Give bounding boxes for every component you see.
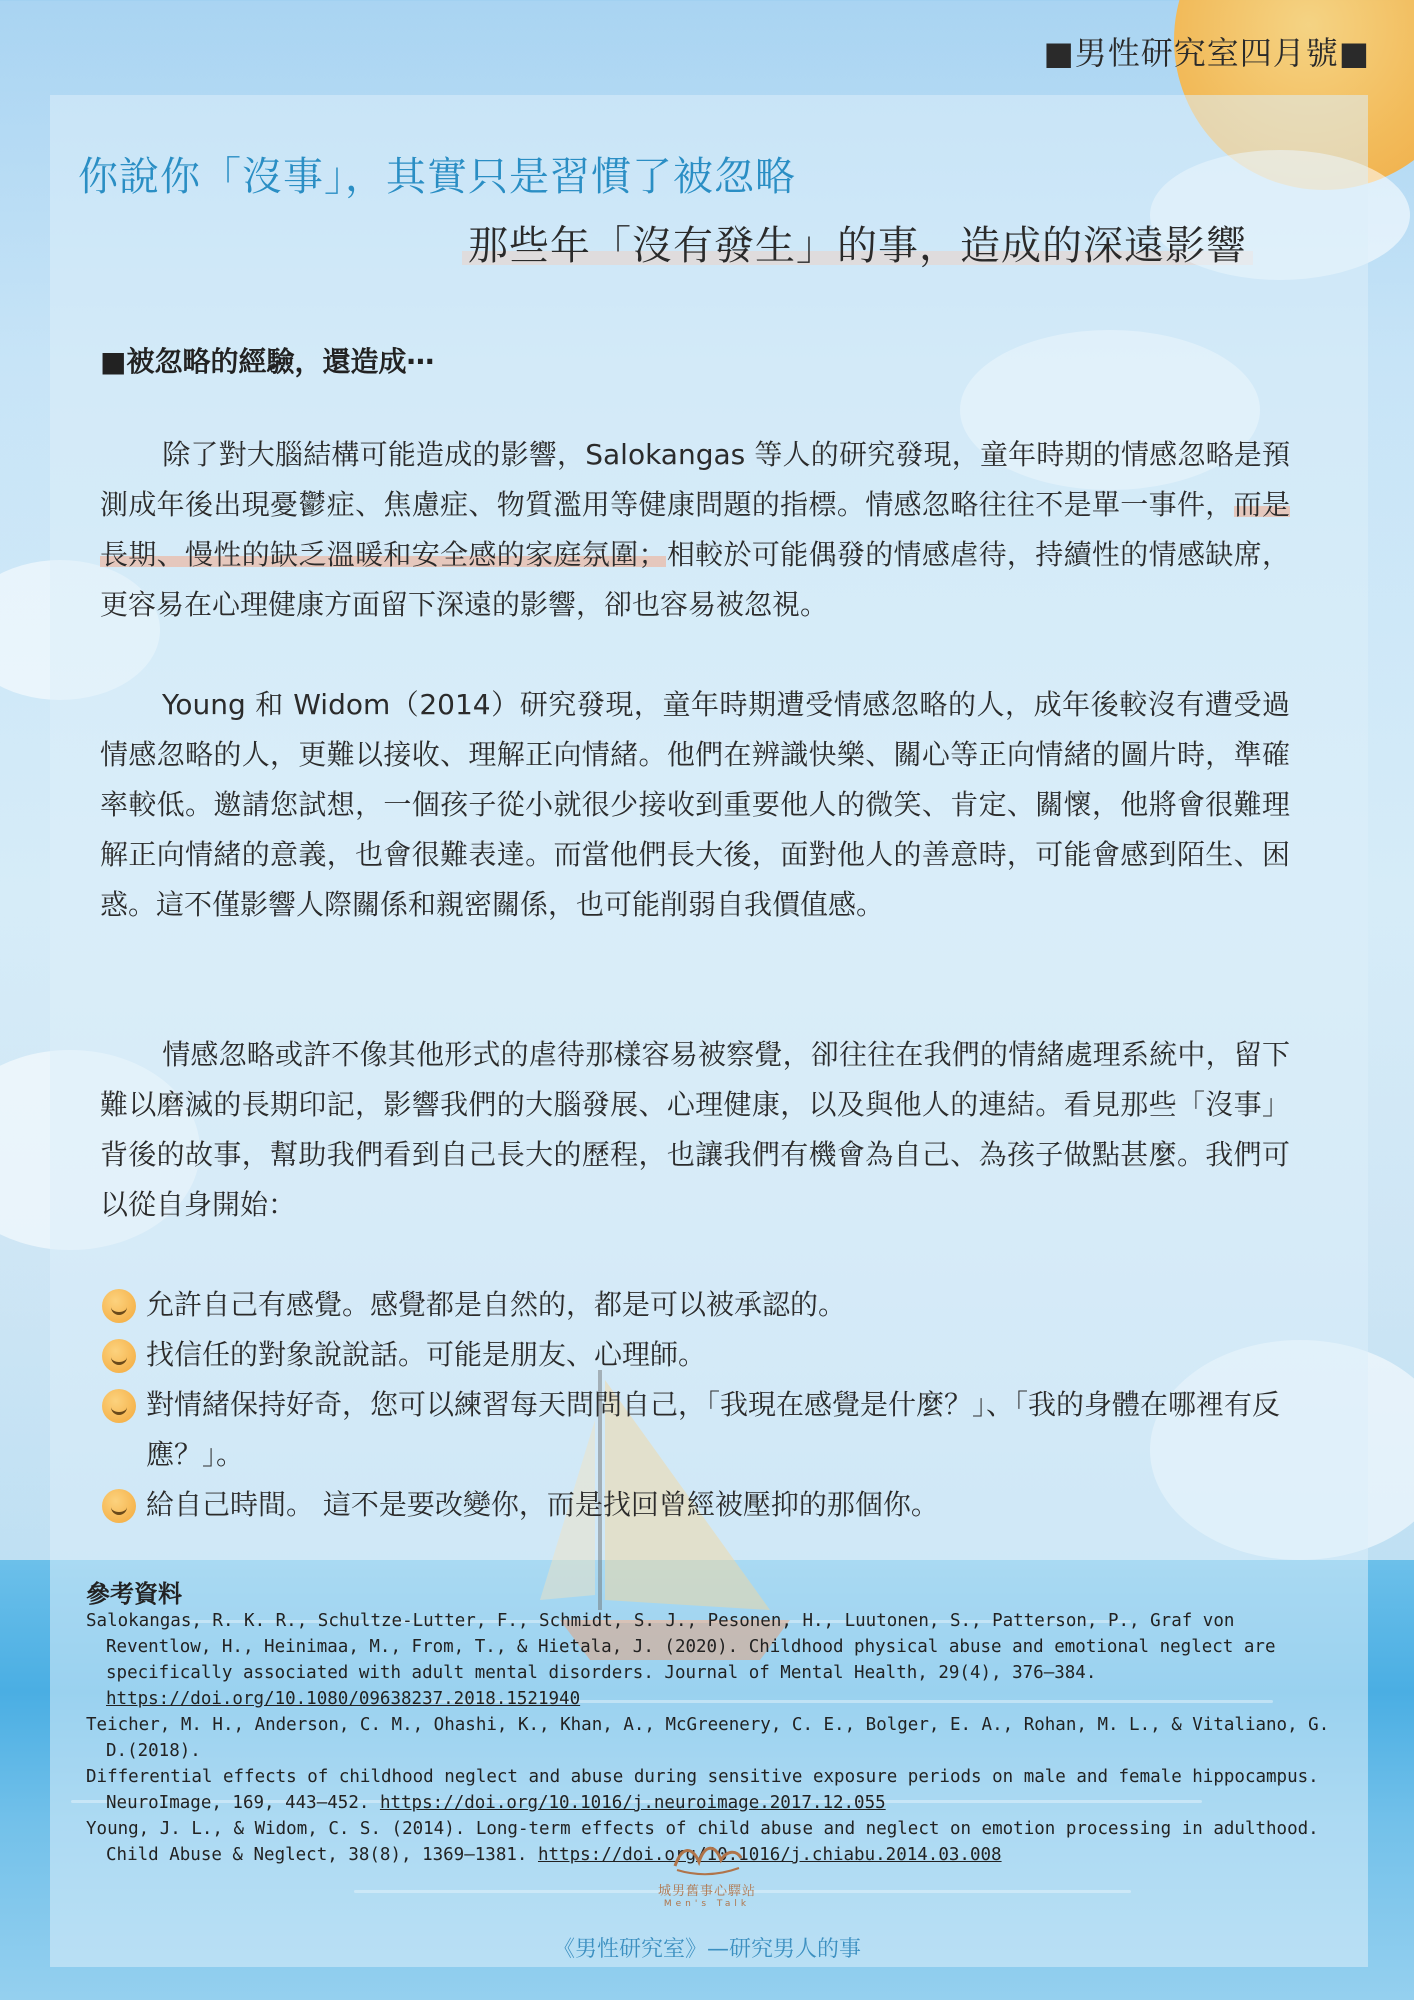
footer-tagline: 《男性研究室》—研究男人的事 bbox=[552, 1937, 861, 1962]
paragraph-1-part-b: 相較於可能偶發的情感虐待，持續性的情感缺席，更容易在心理健康方面留下深遠的影響，卻也容易被忽視。 bbox=[100, 538, 1290, 621]
subtitle-wrap bbox=[462, 214, 1253, 271]
paragraph-2 bbox=[100, 680, 1290, 930]
subtitle: 那些年「沒有發生」的事，造成的深遠影響 bbox=[462, 223, 1253, 269]
reference-text: Young, J. L., & Widom, C. S. (2014). Long-term effects of child abuse and neglect on emotion processing in adulthood. Child Abuse & Neglect, 38(8), 1369–1381. bbox=[86, 1819, 1319, 1865]
list-item bbox=[100, 1280, 1300, 1330]
reference-item bbox=[86, 1712, 1346, 1764]
references-list bbox=[86, 1608, 1346, 1868]
references-title: 參考資料 bbox=[86, 1580, 182, 1608]
reference-link[interactable]: https://doi.org/10.1016/j.chiabu.2014.03.008 bbox=[537, 1845, 1002, 1865]
logo-subtitle: Men's Talk bbox=[663, 1899, 751, 1909]
tips-list bbox=[100, 1280, 1300, 1530]
reference-item bbox=[86, 1764, 1346, 1816]
paragraph-1 bbox=[100, 430, 1290, 630]
logo-mark-icon bbox=[667, 1836, 747, 1876]
paragraph-3 bbox=[100, 1030, 1290, 1230]
reference-link[interactable]: https://doi.org/10.1016/j.neuroimage.2017.12.055 bbox=[379, 1793, 886, 1813]
logo bbox=[657, 1836, 757, 1909]
tip-text: 找信任的對象說說話。可能是朋友、心理師。 bbox=[146, 1338, 707, 1371]
paragraph-3-text: 情感忽略或許不像其他形式的虐待那樣容易被察覺，卻往往在我們的情緒處理系統中，留下難以磨滅的長期印記，影響我們的大腦發展、心理健康，以及與他人的連結。看見那些「沒事」背後的故事，幫助我們看到自己長大的歷程，也讓我們有機會為自己、為孩子做點甚麼。我們可以從自身開始： bbox=[100, 1038, 1290, 1221]
paragraph-2-text: Young 和 Widom（2014）研究發現，童年時期遭受情感忽略的人，成年後較沒有遭受過情感忽略的人，更難以接收、理解正向情緒。他們在辨識快樂、關心等正向情緒的圖片時，準確率較低。邀請您試想，一個孩子從小就很少接收到重要他人的微笑、肯定、關懷，他將會很難理解正向情緒的意義，也會很難表達。而當他們長大後，面對他人的善意時，可能會感到陌生、困惑。這不僅影響人際關係和親密關係，也可能削弱自我價值感。 bbox=[100, 688, 1290, 921]
list-item bbox=[100, 1380, 1300, 1480]
logo-name: 城男舊事心驛站 bbox=[657, 1884, 756, 1899]
main-title: 你說你「沒事」，其實只是習慣了被忽略 bbox=[78, 154, 796, 200]
reference-text: Salokangas, R. K. R., Schultze-Lutter, F., Schmidt, S. J., Pesonen, H., Luutonen, S., Patterson, P., Graf von Reventlow, H., Heinimaa, M., From, T., & Hietala, J. (2020). Childhood physical abuse and emotional neglect are specifically associated with adult mental disorders. Journal of Mental Health, 29(4), 376–384. bbox=[86, 1611, 1276, 1683]
smiley-icon bbox=[102, 1489, 136, 1523]
tip-text: 給自己時間。 這不是要改變你，而是找回曾經被壓抑的那個你。 bbox=[146, 1488, 939, 1521]
tip-text: 允許自己有感覺。感覺都是自然的，都是可以被承認的。 bbox=[146, 1288, 847, 1321]
smiley-icon bbox=[102, 1339, 136, 1373]
reference-item bbox=[86, 1608, 1346, 1712]
reference-text: Teicher, M. H., Anderson, C. M., Ohashi, K., Khan, A., McGreenery, C. E., Bolger, E. A., Rohan, M. L., & Vitaliano, G. D.(2018). bbox=[86, 1715, 1330, 1761]
list-item bbox=[100, 1330, 1300, 1380]
tip-text: 對情緒保持好奇，您可以練習每天問問自己，「我現在感覺是什麼？」、「我的身體在哪裡有反應？」。 bbox=[146, 1388, 1281, 1471]
section-heading: ■被忽略的經驗，還造成⋯ bbox=[100, 345, 435, 378]
smiley-icon bbox=[102, 1389, 136, 1423]
list-item bbox=[100, 1480, 1300, 1530]
issue-tag: ■男性研究室四月號■ bbox=[1043, 34, 1370, 72]
reference-link[interactable]: https://doi.org/10.1080/09638237.2018.1521940 bbox=[106, 1689, 581, 1709]
smiley-icon bbox=[102, 1289, 136, 1323]
reference-text: Differential effects of childhood neglect and abuse during sensitive exposure periods on male and female hippocampus. NeuroImage, 169, 443–452. bbox=[86, 1767, 1319, 1813]
highlighted-sentence: 而是長期、慢性的缺乏溫暖和安全感的家庭氛圍； bbox=[100, 488, 1290, 571]
paragraph-1-part-a: 除了對大腦結構可能造成的影響，Salokangas 等人的研究發現，童年時期的情感忽略是預測成年後出現憂鬱症、焦慮症、物質濫用等健康問題的指標。情感忽略往往不是單一事件， bbox=[100, 438, 1290, 521]
